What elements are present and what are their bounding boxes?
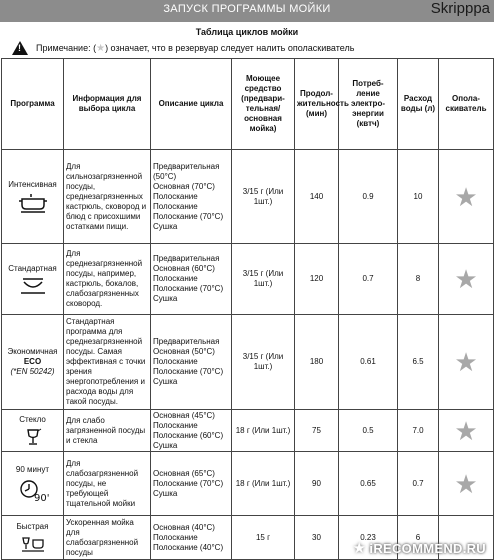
star-icon: ★ — [96, 42, 106, 54]
cycle-step: Полоскание — [153, 201, 198, 211]
rinse-aid-cell — [439, 150, 494, 244]
cycle-step: Основная (50°C) — [153, 347, 215, 356]
svg-text:90': 90' — [33, 493, 49, 502]
wash-cycle-table — [1, 58, 494, 560]
cycle-step: Сушка — [153, 488, 178, 498]
cycle-step: Полоскание — [153, 420, 198, 430]
cycle-step: Основная (65°C) — [153, 468, 215, 478]
duration-cell: 90 — [295, 452, 339, 516]
table-row — [2, 452, 494, 516]
program-standard: (*EN 50242) — [10, 367, 55, 376]
detergent-cell: 3/15 г (Или 1шт.) — [232, 150, 295, 244]
cycle-step: Основная (60°C) — [153, 264, 215, 273]
program-name: Быстрая — [16, 522, 49, 531]
water-cell: 7.0 — [398, 410, 439, 452]
header-bar — [0, 0, 494, 22]
description-cell — [151, 150, 232, 244]
description-cell — [151, 516, 232, 560]
water-cell: 6 — [398, 516, 439, 560]
footer-watermark: iRECOMMEND.RU — [369, 541, 486, 556]
warning-icon — [12, 41, 28, 55]
detergent-cell: 3/15 г (Или 1шт.) — [232, 244, 295, 315]
cycle-step: Полоскание — [153, 191, 198, 201]
duration-cell: 75 — [295, 410, 339, 452]
rinse-aid-cell — [439, 410, 494, 452]
info-cell: Для сильнозагрязненной посуды, среднезагрязненных кастрюль, сковород и блюд с присохшими остатками пищи. — [64, 150, 151, 244]
cycle-step: Сушка — [153, 440, 178, 450]
duration-cell: 140 — [295, 150, 339, 244]
cycle-step: Предварительная — [153, 337, 220, 346]
cycle-step: Полоскание (70°C) — [153, 211, 224, 221]
table-row — [2, 315, 494, 410]
table-row — [2, 410, 494, 452]
program-name: Интенсивная — [8, 180, 57, 189]
duration-cell: 120 — [295, 244, 339, 315]
detergent-cell: 18 г (Или 1шт.) — [232, 410, 295, 452]
star-icon: ★ — [454, 181, 478, 212]
table-title: Таблица циклов мойки — [195, 27, 299, 37]
table-row — [2, 150, 494, 244]
info-cell: Стандартная программа для среднезагрязненной посуды. Самая эффективная с точки зрения энергопотребления и расхода воды для такой посуды. — [64, 315, 151, 410]
star-icon: ★ — [454, 347, 478, 377]
cycle-step: Полоскание (40°C) — [153, 542, 224, 552]
cycle-step: Сушка — [153, 294, 178, 303]
program-cell — [2, 410, 64, 452]
90-minute-icon — [17, 478, 49, 502]
star-icon: ★ — [454, 468, 478, 499]
rinse-aid-cell — [439, 452, 494, 516]
intensive-pot-icon — [18, 193, 48, 213]
duration-cell: 180 — [295, 315, 339, 410]
column-header: Расход воды (л) — [398, 59, 439, 150]
cycle-step: Предварительная — [153, 254, 220, 263]
column-header: Информация для выбора цикла — [64, 59, 151, 150]
column-header: Продол-жительность (мин) — [295, 59, 339, 150]
note-suffix: ) означает, что в резервуар следует налить ополаскиватель — [105, 43, 355, 53]
cycle-step: Полоскание (70°C) — [153, 367, 224, 376]
cycle-step: Основная (45°C) — [153, 410, 215, 420]
description-cell — [151, 452, 232, 516]
watermark-star-icon: ★ — [352, 540, 366, 557]
cycle-step: Полоскание — [153, 274, 198, 283]
program-cell — [2, 150, 64, 244]
star-icon: ★ — [454, 415, 478, 446]
quick-icon — [20, 535, 46, 553]
cycle-step: Полоскание — [153, 357, 198, 366]
note-prefix: Примечание: ( — [36, 43, 97, 53]
cycle-step: Полоскание (70°C) — [153, 478, 224, 488]
watermark-text: Skripppa — [430, 0, 490, 17]
table-row — [2, 244, 494, 315]
water-cell: 6.5 — [398, 315, 439, 410]
energy-cell: 0.9 — [339, 150, 398, 244]
program-cell — [2, 315, 64, 410]
column-header: Потреб-ление электро-энергии (квтч) — [339, 59, 398, 150]
detergent-cell: 15 г — [232, 516, 295, 560]
energy-cell: 0.23 — [339, 516, 398, 560]
column-header: Опола-скиватель — [439, 59, 494, 150]
energy-cell: 0.5 — [339, 410, 398, 452]
program-name: Экономичная — [7, 347, 58, 356]
rinse-aid-cell — [439, 315, 494, 410]
detergent-cell: 3/15 г (Или 1шт.) — [232, 315, 295, 410]
star-icon: ★ — [454, 264, 478, 294]
program-name: Стандартная — [8, 263, 57, 273]
detergent-cell: 18 г (Или 1шт.) — [232, 452, 295, 516]
water-cell: 8 — [398, 244, 439, 315]
column-header: Программа — [2, 59, 64, 150]
info-cell: Для среднезагрязненной посуды, например, кастрюль, бокалов, слабозагрязненных сковород. — [64, 244, 151, 315]
program-name: Стекло — [19, 415, 46, 424]
cycle-step: Сушка — [153, 221, 178, 231]
rinse-aid-cell — [439, 244, 494, 315]
energy-cell: 0.7 — [339, 244, 398, 315]
info-cell: Для слабо загрязненной посуды и стекла — [64, 410, 151, 452]
cycle-step: Основная (40°C) — [153, 522, 215, 532]
page-title: ЗАПУСК ПРОГРАММЫ МОЙКИ — [163, 3, 331, 15]
note — [12, 41, 354, 55]
program-eco-label: ECO — [23, 357, 42, 366]
energy-cell: 0.65 — [339, 452, 398, 516]
info-cell: Ускоренная мойка для слабозагрязненной посуды — [64, 516, 151, 560]
program-cell — [2, 516, 64, 560]
table-header-row — [2, 59, 494, 150]
standard-bowl-icon — [19, 277, 47, 295]
energy-cell: 0.61 — [339, 315, 398, 410]
info-cell: Для слабозагрязненной посуды, не требующей тщательной мойки — [64, 452, 151, 516]
cycle-step: Полоскание (70°C) — [153, 284, 224, 293]
program-cell — [2, 244, 64, 315]
cycle-step: Полоскание — [153, 532, 198, 542]
column-header: Моющее средство (предвари-тельная/ основная мойка) — [232, 59, 295, 150]
cycle-step: Основная (70°C) — [153, 181, 215, 191]
cycle-step: Сушка — [153, 377, 178, 386]
description-cell — [151, 410, 232, 452]
program-name: 90 минут — [15, 465, 50, 474]
description-cell — [151, 315, 232, 410]
glass-icon — [23, 428, 43, 446]
water-cell: 10 — [398, 150, 439, 244]
cycle-step: Полоскание (60°C) — [153, 430, 224, 440]
cycle-step: Предварительная (50°C) — [153, 161, 220, 181]
column-header: Описание цикла — [151, 59, 232, 150]
duration-cell: 30 — [295, 516, 339, 560]
description-cell — [151, 244, 232, 315]
water-cell: 0.7 — [398, 452, 439, 516]
program-cell — [2, 452, 64, 516]
